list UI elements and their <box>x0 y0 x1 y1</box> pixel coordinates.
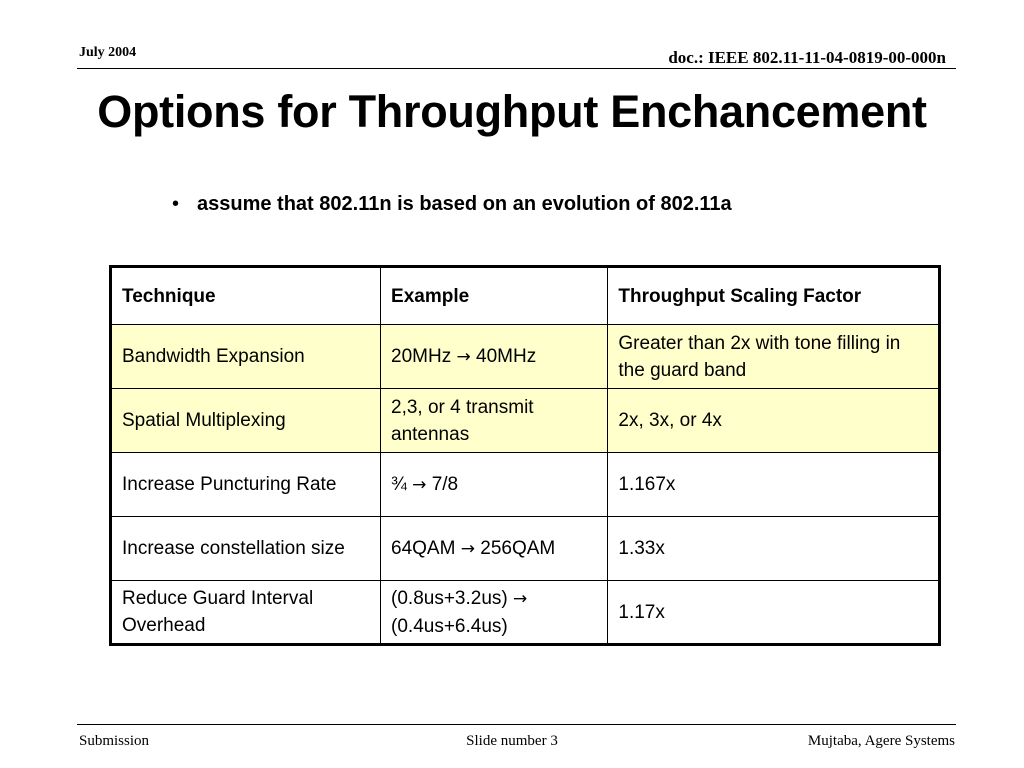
bullet-icon: • <box>172 193 180 215</box>
bullet-item <box>172 191 732 217</box>
cell-factor: 1.167x <box>608 453 940 517</box>
table-row <box>111 325 940 389</box>
example-from: 64QAM <box>391 537 456 559</box>
cell-factor: 1.17x <box>608 581 940 645</box>
table-row <box>111 517 940 581</box>
header-date: July 2004 <box>79 45 137 60</box>
example-from: (0.8us+3.2us) <box>391 587 508 609</box>
cell-factor: Greater than 2x with tone filling in the guard band <box>608 325 940 389</box>
table-row <box>111 389 940 453</box>
footer-author: Mujtaba, Agere Systems <box>807 733 955 749</box>
slide-title: Options for Throughput Enchancement <box>97 86 927 137</box>
cell-example <box>381 325 608 389</box>
header-divider <box>77 68 956 69</box>
header-doc-id: doc.: IEEE 802.11-11-04-0819-00-000n <box>668 48 946 67</box>
example-to: 40MHz <box>476 345 537 367</box>
table-row <box>111 581 940 645</box>
cell-example <box>381 453 608 517</box>
cell-example <box>381 581 608 645</box>
cell-technique: Increase Puncturing Rate <box>111 453 381 517</box>
arrow-right-icon: → <box>460 538 475 559</box>
header-scaling-factor: Throughput Scaling Factor <box>608 267 940 325</box>
cell-technique: Spatial Multiplexing <box>111 389 381 453</box>
header-technique: Technique <box>111 267 381 325</box>
cell-technique: Increase constellation size <box>111 517 381 581</box>
cell-technique: Reduce Guard Interval Overhead <box>111 581 381 645</box>
throughput-table <box>109 265 941 646</box>
arrow-right-icon: → <box>456 346 471 367</box>
cell-example <box>381 517 608 581</box>
footer-submission: Submission <box>79 733 150 749</box>
footer-slide-number: Slide number 3 <box>466 733 558 749</box>
cell-factor: 1.33x <box>608 517 940 581</box>
table-row <box>111 453 940 517</box>
example-from: 20MHz <box>391 345 452 367</box>
arrow-right-icon: → <box>513 588 528 609</box>
cell-technique: Bandwidth Expansion <box>111 325 381 389</box>
example-to: (0.4us+6.4us) <box>391 615 508 637</box>
table-header-row <box>111 267 940 325</box>
header-example: Example <box>381 267 608 325</box>
example-to: 7/8 <box>431 473 459 495</box>
example-to: 256QAM <box>480 537 556 559</box>
bullet-text: assume that 802.11n is based on an evolution of 802.11a <box>197 193 732 215</box>
arrow-right-icon: → <box>412 474 427 495</box>
footer-divider <box>77 724 956 725</box>
cell-example: 2,3, or 4 transmit antennas <box>381 389 608 453</box>
example-from: ¾ <box>391 473 407 495</box>
cell-factor: 2x, 3x, or 4x <box>608 389 940 453</box>
